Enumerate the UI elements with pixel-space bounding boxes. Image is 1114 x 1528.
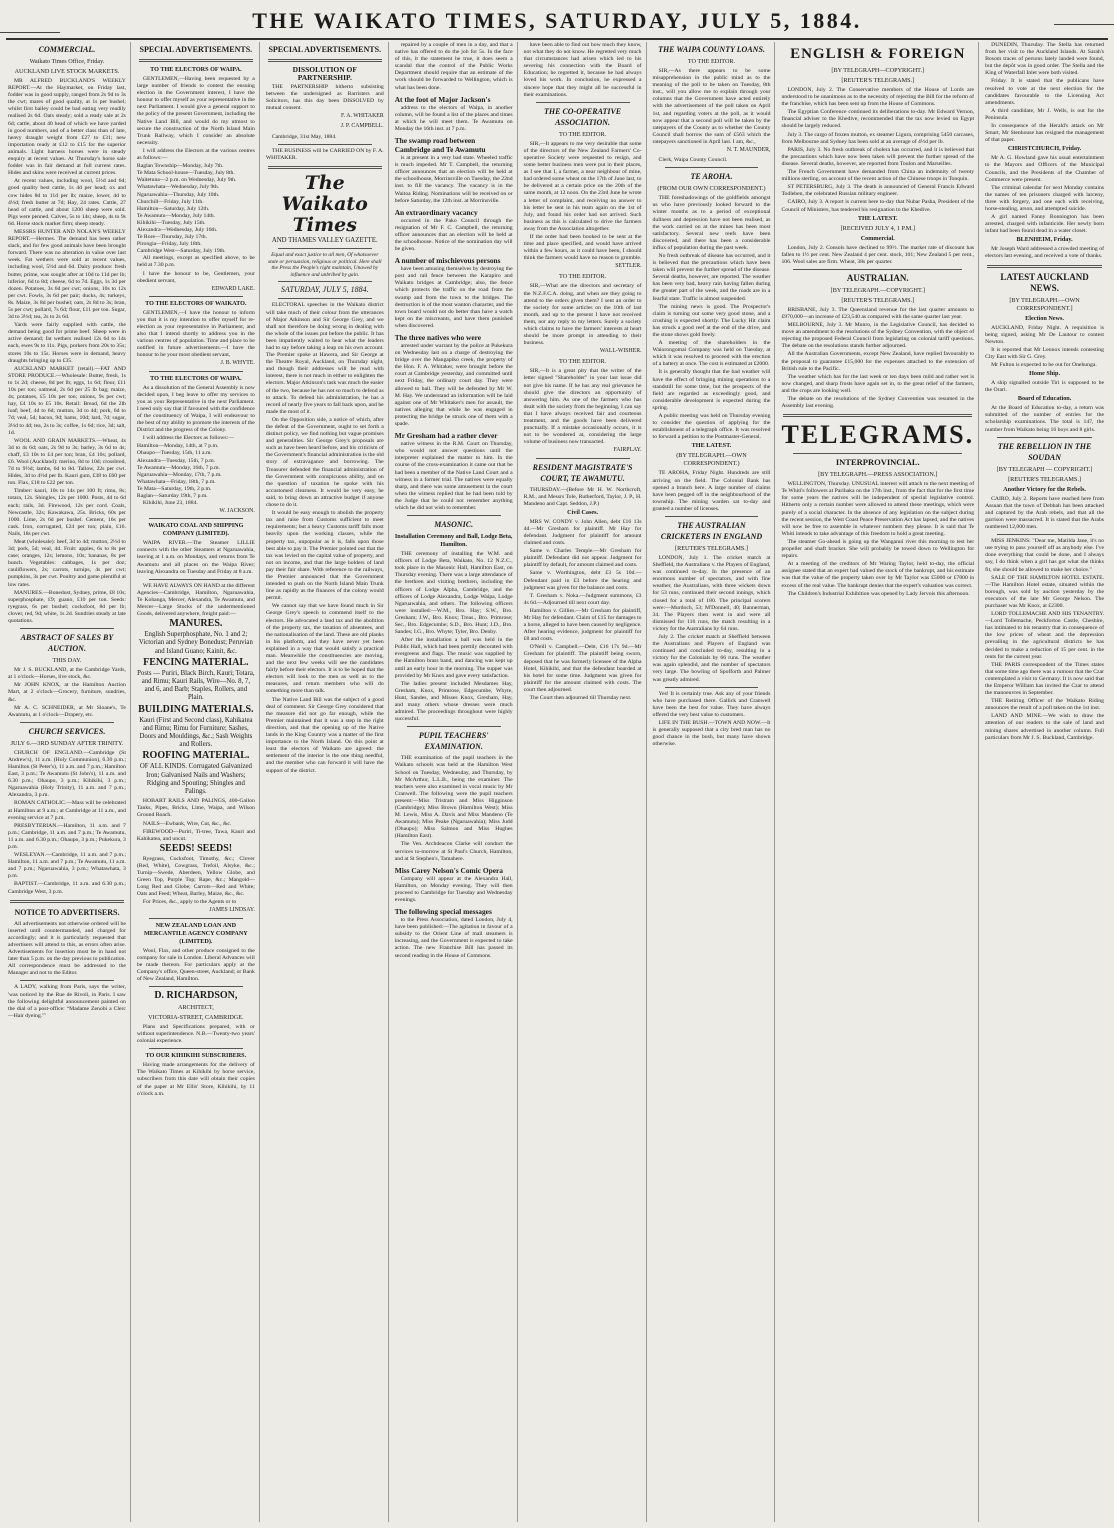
divider (793, 453, 962, 454)
church-para: WESLEYAN.—Cambridge, 11 a.m. and 7 p.m.; Hamilton, 11 a.m. and 7 p.m.; Te Awamutu, 11 a.m. and 7 p.m.; Ngaruawahia, 3 p.m.; Whatawhata, 3 p.m. (8, 852, 126, 880)
soudan-heading: THE REBELLION IN THE SOUDAN (997, 441, 1092, 462)
meeting-list-item: Alexandra—Tuesday, 15th, 7 p.m. (136, 457, 216, 464)
ad-para: Plans and Specifications prepared, with or without superintendence. N.B.—Twenty-two years' colonial experience. (136, 1024, 255, 1045)
notice-para: A LADY, walking from Paris, says the writer, 'was noticed by the Rue de Rivoli, in Paris. I saw the following delightful announcement painted on the dial of a post-office: “Madame Zenobi a Clerc—Hair dyeing.”' (8, 984, 126, 1019)
ad-para: Having made arrangements for the delivery of The Waikato Times at Kihikihi by horse service, subscribers from this date will obtain their copies of the paper at Mr Ellis' Store, Kihikihi, by 11 o'clock a.m. (136, 1062, 255, 1097)
telegraph-line: [REUTER'S TELEGRAMS.] (1008, 475, 1081, 483)
letter-salutation: TO THE EDITOR. (687, 58, 736, 65)
news-para: In consequence of the Herald's attack on Mr Smart, Mr Stenhouse has resigned the management of that paper. (985, 123, 1104, 144)
news-para: LORD TOLLEMACHE AND HIS TENANTRY.—Lord Tollemache, Peckforton Castle, Cheshire, has intimated to his tenantry that in consequence of the low prices of wheat and the depression prevailing in the agricultural districts he has decided to make a reduction of 15 per cent. in the rents for the current year. (985, 611, 1104, 660)
telegraph-line: [BY TELEGRAPH — COPYRIGHT.] (996, 465, 1093, 473)
ad-signature: J. B. WHYTE. (220, 360, 255, 367)
ad-item: Posts — Puriri, Black Birch, Kauri; Totara, and Rimu; Kauri Rails, Wire—No. 8, 7, and 6, and Barb; Staples, Rollers, and Plain. (137, 669, 255, 702)
ad-signature: JAMES LINDSAY. (209, 907, 255, 914)
divider (665, 167, 759, 168)
news-para: July 2. The cricket match at Sheffield between the Australians and Players of England was continued and concluded to-day, resulting in a victory for the Colonials by 66 runs. The weather was again splendid, and the number of spectators very large. The bowling of Spofforth and Palmer was greatly admired. (652, 634, 771, 683)
masthead-right-rule (1054, 24, 1114, 25)
ad-para: THE BUSINESS will be CARRIED ON by F. A. WHITAKER. (265, 147, 384, 161)
paper-motto: Equal and exact justice to all men, Of whatsoever state or persuasion, religious or political. Here shall the Press the People's right maintain, Unawed by influence and unbribed by gain. (267, 252, 382, 278)
architect-title: ARCHITECT, (177, 1004, 214, 1012)
news-para: London, July 2. Consols have declined to 99½. The market rate of discount has fallen to 1½ per cent. New Zealand 4 per cent. stock, 101; New Zealand 5 per cent., 106. Wool sales are firm. Wheat, 38s per quarter. (781, 244, 975, 265)
ad-para: I will address the Electors as follows:— (142, 435, 234, 442)
divider (149, 579, 243, 580)
divider (997, 534, 1092, 535)
news-para: THE foreshadowings of the goldfields amongst us who have previously looked forward to the winter months as to a period of exceptional dullness and depression have not been realised, as the work carried on at the mines has been most satisfactory. Several new reefs have been discovered, and there has been a considerable influx of population during the past week. (652, 195, 771, 251)
ad-title: WAIKATO COAL AND SHIPPING COMPANY (LIMITED). (148, 522, 244, 538)
news-para: All the Australian Governments, except New Zealand, have replied favourably to the proposal to guarantee £15,000 for the expenses attached to the extension of British rule to the Pacific. (781, 351, 975, 372)
sales-item: Mr JOHN KNOX, at the Hamilton Auction Mart, at 2 o'clock—Grocery, furniture, sundries, &c. (8, 682, 126, 703)
news-para: LAND AND MINE.—We wish to draw the attention of our readers to the sale of land and mining shares advertised in another column. Full particulars from Mr J. S. Buckland, Cambridge. (985, 713, 1104, 741)
cricketers-heading: THE AUSTRALIAN CRICKETERS IN ENGLAND (660, 520, 763, 541)
news-para: LONDON, July 2. The Conservative members of the House of Lords are understood to be unanimous as to the necessity of rejecting the Bill for the reform of the franchise, which has been sent up from the House of Commons. (781, 87, 975, 108)
divider (665, 516, 759, 517)
latest-heading: THE LATEST. (691, 442, 732, 450)
meeting-list-item: Te Rore—Thursday, July 17th. (136, 234, 208, 241)
meeting-list-item: Whatawhata—Friday, 18th, 7 p.m. (136, 478, 216, 485)
meeting-list-item: Kihikihi—Tuesday, July 15th. (136, 219, 206, 226)
masonic-para: After the installation a ball was held in the Public Hall, which had been prettily decorated with evergreens and flags. The music was supplied by the Hamilton brass band, and dancing was kept up until an early hour in the morning. The supper was provided by Mr Knox and gave every satisfaction. (394, 637, 513, 679)
news-para: to the Press Association, dated London, July 4, have been published:—The agitation in favour of a subsidy to the Orient Line of mail steamers is increasing, and the Government is expected to take action. The new Franchise Bill has passed its second reading in the House of Commons. (394, 917, 513, 959)
ad-title: NEW ZEALAND LOAN AND MERCANTILE AGENCY COMPANY (LIMITED). (143, 921, 248, 945)
news-para: A girl named Fanny Bonnington has been arrested, charged with infanticide. Her newly born infant had been found dead in a water closet. (985, 214, 1104, 235)
court-para: Same v. Charles Temple.—Mr Gresham for plaintiff. Defendant did not appear. Judgment for plaintiff by default, for amount claimed and costs. (523, 548, 642, 569)
news-para: The weather which has for the last week or ten days been mild and rather wet is now changed, and sharp frosts have again set in, to the great relief of the farmers, and the crops are looking well. (781, 373, 975, 394)
ad-subheading: MANURES. (169, 618, 223, 630)
court-para: Hamilton v. Gillies.—Mr Gresham for plaintiff, Mr Hay for defendant. Claim of £15 for damages to a horse, alleged to have been caused by negligence. After hearing evidence, judgment for plaintiff for £8 and costs. (523, 607, 642, 643)
divider (149, 296, 243, 297)
column-2 (135, 42, 260, 1522)
ad-para: GENTLEMEN,—Having been requested by a large number of friends to contest the ensuing election in the Government interest, I have the honour to offer myself as your representative in the next Parliament. I would give a general support to the policy of the present Government, including the Native Land Bill, and would do my utmost to secure the construction of the North Island Main Trunk Railway, which I consider an absolute necessity. (136, 76, 255, 146)
letter-para: SIR,—As there appears to be some misapprehension in the public mind as to the meaning of the poll to be taken on Tuesday, 8th inst., will you allow me to explain through your columns that the Government have acted entirely with the advertisement of the poll taken on April 1st, and regarding voters at the poll, as it would now appear that a second poll will be taken by the ratepayers of the County as to whether the County Council shall borrow the sum of £563 which the ratepayers sanctioned in April last. I am, &c., (652, 68, 771, 145)
news-para: THE Retiring Officer of the Waikato Riding announces the result of a poll taken on the 1st inst. (985, 698, 1104, 712)
meeting-list-item: Ohaupo—Tuesday, 15th, 11 a.m. (136, 450, 212, 457)
latest-heading: THE LATEST. (857, 214, 898, 222)
editorial-para: ELECTORAL speeches in the Waikato district will take much of their colour from the utterances of Major Atkinson and Sir George Grey, and we shall not therefore be doing wrong in dealing with the whole of the issues put before the public. It has been impatiently waited to hear what the leaders had to say before taking a leap on his own account. The Premier spoke at Hawera, and Sir George at the Theatre Royal, Auckland, on Thursday night, and though their addresses will be read with interest, there is not much in either to enlighten the electors. Major Atkinson's task was much the easier of the two, because he has not so much to defend as to attack. To defend his administration, he has a record of nearly five years to fall back upon, and he made the most of it. (265, 302, 384, 415)
news-para: It is generally thought that the bad weather will have the effect of bringing mining operations to a standstill for some time, but the prospects of the field are regarded as exceedingly good, and considerable development is expected during the spring. (652, 369, 771, 411)
news-para: address to the electors of Waipa, in another column, will be found a list of the places and times at which he will meet them. Te Awamutu on Monday the 16th inst. at 7 p.m. (394, 104, 513, 132)
meeting-list-item: Ngaruawahia—Monday, 17th, 7 p.m. (136, 471, 222, 478)
column-3 (264, 42, 389, 1522)
coop-heading: THE CO-OPERATIVE ASSOCIATION. (544, 106, 622, 127)
news-para: It is reported that Mr Lennox intends contesting City East with Sir G. Grey. (985, 346, 1104, 360)
divider (149, 1048, 243, 1049)
ad-subheading: ROOFING MATERIAL. (142, 750, 250, 762)
news-para: MISS JENKINS: "Dear me, Matilda Jane, it's no use trying to pass yourself off as anybody else. I've done everything that could be done, and I always say, I do think when a girl has got what she thinks fit, she should be allowed to make her choice." (985, 538, 1104, 573)
english-foreign-heading: ENGLISH & FOREIGN (790, 46, 966, 62)
latest-auckland-heading: LATEST AUCKLAND NEWS. (1000, 271, 1089, 293)
commercial-para: MANURES.—Bonedust, Sydney, prime, £8 10s; superphosphate, £9; guano, £10 per ton. Seeds: ryegrass, 6s per bushel; cocksfoot, 8d per lb; clover, red, 9d; white, 1s 2d. Sundries steady at late quotations. (8, 589, 126, 625)
ad-para: As a dissolution of the General Assembly is now decided upon, I beg leave to offer my services to you as your Representative in the next Parliament. I need only say that if favoured with the confidence of the constituency of Waipa, I will endeavour to the best of my ability to promote the interests of the District and the progress of the Colony. (136, 384, 255, 434)
commercial-para: MR ALFRED BUCKLAND'S WEEKLY REPORT.—At the Haymarket, on Friday last, fodder was in good supply, ranged from 2s 9d to 3s the cwt; mares of good quality, at 1s per bushel; whilst first bailey could be bad eating very readily realised 2s 6d. Oats steady; sold a ready sale at 2s 6d; cattle, about 40 head of which we have yarded in good numbers, and of a better class than of late, heavy draught weight from £27 to £31; new importation ready at £12 to £15 for the superior animals. Light harness horses were in steady enquiry at recent values. At Thursday's horse sale fodder was in fair demand at full current rates. Hides and skins were received at current prices. (8, 78, 126, 177)
news-lead: Miss Carey Nelson's Comic Opera (394, 865, 503, 875)
divider (536, 102, 630, 103)
meeting-list-item: Alexandra—Wednesday, July 16th. (136, 226, 218, 233)
court-para: Same v. Worthington, debt £3 5s 10d.—Defendant paid in £3 before the hearing and judgment was given for the balance and costs. (523, 570, 642, 591)
ad-item: Ryegrass, Cocksfoot, Timothy, &c.; Clover (Red, White), Cowgrass, Trefoil, Alsyke, &c.; Turnip—Swede, Aberdeen, Yellow Globe, and Green Top, Purple Top; Rape, &c.; Mangold—Long Red and Globe; Carrots—Red and White; Oats and Feed; Wheat, Barley, Maize, &c., &c. (136, 855, 255, 898)
news-para: LIFE IN THE BUSH.—TOWN AND NOW.—It is generally supposed that a city bred man has no good chance in the bush, but many have shown otherwise. (652, 720, 771, 748)
divider (278, 298, 372, 299)
columns (6, 42, 1108, 1522)
news-para: DUNEDIN, Thursday. The Stella has returned from her visit to the Auckland Islands. At Sarah's Bosom traces of persons lately landed were found, but the depôt was in good order. The Stella and the King of Waterfall Inlet were both visited. (985, 42, 1104, 77)
meeting-list-item: Waitetuna—2 p.m. on Wednesday, July 9th. (136, 177, 237, 184)
meeting-list-item: Hamilton—Saturday, July 12th. (136, 205, 210, 212)
news-para: The mining news is good. The Prospector's claim is turning out some very good stone, and a crushing is expected shortly. The Lucky Hit claim has struck a good reef at the end of the drive, and the stone shows gold freely. (652, 303, 771, 338)
commercial-para: At recent values, including wool, 5½d and 6d; good quality best cattle, 1s 4d per head; ox and cow hides 8d to 11d per lb; maize, lower, 4d to 4½d; fresh butter at 7d; Hay, 24 rates. Cattle, 27 head of cattle, and about 1200 sheep were sold. Pigs were penned. Calves, 5s to 14s; sheep, 4s to 9s 6d. Horse stock market firm; sheep steady. (8, 178, 126, 227)
letter-signature: SETTLER. (615, 263, 642, 270)
meeting-list-item: Te Awamutu—Monday, 16th, 7 p.m. (136, 464, 220, 471)
subheading: Home Ship. (1029, 370, 1061, 378)
divider (20, 980, 114, 981)
divider (278, 281, 372, 282)
news-para: WELLINGTON, Thursday. UNUSUAL interest will attach to the next meeting of Te Whiti's followers at Parihaka on the 17th inst., from the fact that for the first time for some years the natives will be independent of special legislative control. Hitherto only a certain number were allowed to attend these meetings, which were purely of a social character. In the absence of any legislation on the subject during the recent session, the West Coast Peace Preservation Act has lapsed, and the natives will now be free to assemble in whatever numbers they please. It is said that Te Whiti intends to take advantage of this freedom to hold a great meeting. (781, 481, 975, 537)
news-para: A public meeting was held on Thursday evening to consider the question of applying for the establishment of a telegraph office. It was resolved to forward a petition to the Postmaster-General. (652, 413, 771, 441)
letter-signature: FAIRPLAY. (613, 447, 642, 454)
sales-item: Mr A. C. SCHNEIDER, at Mr Sloane's, Te Awamutu, at 1 o'clock—Drapery, etc. (8, 704, 126, 718)
divider (407, 726, 501, 727)
ad-para: Wool, Flax, and other produce consigned to the company for sale in London. Liberal Advances will be made thereon. For particulars apply at the Company's office, Queen-street, Auckland; or Bank of New Zealand, Hamilton. (136, 947, 255, 982)
meeting-list-item: Cambridge West—Saturday, July 19th. (136, 248, 226, 255)
news-para: July 3. The cargo of frozen mutton, ex steamer Ligura, comprising 5450 carcases, from Melbourne and Sydney has been sold at an average of 4½d per lb. (781, 131, 975, 145)
ad-item: OF ALL KINDS. Corrugated Galvanized Iron; Galvanised Nails and Washers; Ridging and Spouting; Shingles and Palings. (139, 763, 252, 796)
commercial-heading: COMMERCIAL. (38, 45, 96, 54)
meeting-list-item: Hamilton—Monday, 14th, at 7 p.m. (136, 443, 219, 450)
court-para: MRS W. CONDY v. John Allen, debt £16 13s 4d.—Mr Gresham for plaintiff. Mr Hay for defendant. Judgment for plaintiff for amount claimed and costs. (523, 518, 642, 547)
news-para: Company will appear at the Alexandra Hall, Hamilton, on Monday evening. They will then proceed to Cambridge for Tuesday and Wednesday evenings. (394, 875, 513, 903)
ad-title: TO THE ELECTORS OF WAIPA. (150, 374, 242, 382)
masonic-heading: MASONIC. (434, 520, 474, 530)
ad-signature: W. JACKSON. (219, 508, 255, 515)
dateline: CHRISTCHURCH, Friday. (1007, 145, 1082, 153)
pupil-para: THE examination of the pupil teachers in the Waikato schools was held at the Hamilton West School on Tuesday, Wednesday, and Thursday, by Mr McArthur, L.L.B., being the examiner. The teachers were also examined in vocal music by Mr Cranwell. The following were the pupil teachers present:—Miss Tristram and Miss Higginson (Cambridge); Miss Brown (Hamilton West); Miss M. Lewis, Miss A. Davis and Miss Mandeno (Te Awamutu); Miss Peake (Ngaruawahia); Miss Judd (Ohaupo); Miss Salmon and Miss Hughes (Hamilton East). (394, 755, 513, 840)
news-para: Mr A. G. Howland gave his usual entertainment to the Mayors and Officers of the Municipal Councils, and the Presidents of the Chamber of Commerce were present. (985, 155, 1104, 183)
telegraph-line: [BY TELEGRAPH—COPYRIGHT.] (831, 67, 925, 74)
news-para: Mr Joseph Ward addressed a crowded meeting of electors last evening, and received a vote of thanks. (985, 246, 1104, 260)
te-aroha-heading: TE AROHA. (690, 172, 733, 182)
ad-signature: J. P. CAMPBELL. (340, 123, 384, 130)
editorial-date: SATURDAY, JULY 5, 1884. (280, 285, 369, 295)
ad-signature: EDWARD LAKE. (211, 285, 255, 292)
meeting-list-item: Te Mata School-house—Tuesday, July 8th. (136, 170, 235, 177)
news-para: A meeting of the shareholders in the Waiorongomai Company was held on Tuesday, at which it was resolved to proceed with the erection of a battery at once. The cost is estimated at £2000. (652, 340, 771, 368)
news-para: The Egyptian Conference continued its deliberations to-day. Mr Edward Vernon, financial adviser to the Khedive, recommended that the tax now levied on Egypt should be largely reduced. (781, 109, 975, 130)
news-para: The debate on the resolutions of the Sydney Convention was resumed in the Assembly last evening. (781, 396, 975, 410)
news-lead: A number of mischievous persons (394, 256, 501, 266)
news-lead: An extraordinary vacancy (394, 207, 478, 217)
commercial-para: WOOL AND GRAIN MARKETS.—Wheat, 4s 3d to 4s 6d; oats, 2s 9d to 3s; barley, 3s 6d to 4s; chaff, £3 10s to £4 per ton; bran, £4 10s; pollard, £6. Wool (Auckland): merino, 8d to 10d; crossbred, 7d to 9½d; lambs, 6d to 8d. Tallow, 22s per cwt. Hides, 3d to 4½d per lb. Kauri gum, £38 to £60 per ton. Flax, £18 to £22 per ton. (8, 437, 126, 487)
news-para: Friday. It is stated that the publicans have resolved to vote at the next election for the candidates favourable to the Licensing Act amendments. (985, 78, 1104, 106)
church-para: ROMAN CATHOLIC.—Mass will be celebrated at Hamilton at 9 a.m.; at Cambridge at 11 a.m., and evening service at 7 p.m. (8, 800, 126, 821)
meeting-list (137, 163, 255, 255)
ad-date: Cambridge, 31st May, 1884. (271, 133, 337, 140)
news-para: have been amusing themselves by destroying the post and rail fence between the Karapiro and Waikato bridges at Cambridge; also, the fence which protects the traffic on the road from the swamp and from the town to the bridges. The destruction is of the most wanton character, and the town board would not do better than have a watch kept on the miscreants, and have them punished when discovered. (394, 266, 513, 329)
editorial-para: It would be easy enough to abolish the property tax and raise from Customs sufficient to meet requirements; but a heavy Customs tariff falls most heavily upon the working classes, while the property tax, unpopular as it is, falls upon those best able to pay it. The Premier pointed out that the tax was levied on the capital value of property, and not on income, and that the large holders of land pay their fair share. With reference to the railways, the Premier announced that the Government intended to push on the North Island Main Trunk line as rapidly as the finances of the colony would permit. (265, 510, 384, 602)
news-para: The Children's Industrial Exhibition was opened by Lady Jervois this afternoon. (787, 590, 970, 597)
church-para: PRESBYTERIAN.—Hamilton, 11 a.m. and 7 p.m.; Cambridge, 11 a.m. and 7 p.m.; Te Awamutu, 11 a.m. and 6.30 p.m.; Ohaupo, 3 p.m.; Pukekura, 3 p.m. (8, 822, 126, 850)
news-para: AUCKLAND, Friday Night. A requisition is being signed, asking Mr De Lautour to contest Newton. (985, 324, 1104, 345)
meeting-list-item: Pirongia—Friday, July 18th. (136, 241, 202, 248)
editorial-para: The Native Land Bill was the subject of a good deal of comment. Sir George Grey considered that the measure did not go far enough, while the Premier maintained that it was a step in the right direction, and that the opening up of the Native lands in the King Country was a matter of the first importance to the North Island. On this point at least the electors of Waikato are agreed: the settlement of the interior is the one thing needful, and the member who can forward it will have the support of the district. (265, 696, 384, 774)
ad-para: All meetings, except as specified above, to be held at 7.30 p.m. (136, 255, 255, 269)
telegraph-line: [BY TELEGRAPH.—PRESS ASSOCIATION.] (818, 471, 938, 479)
ad-title: TO THE ELECTORS OF WAIPA. (150, 66, 242, 73)
news-para: ST PETERSBURG, July 3. The death is announced of General Francis Edward Todleben, the celebrated Russian military engineer. (781, 184, 975, 198)
news-para: MELBOURNE, July 3. Mr Munro, in the Legislative Council, has decided to move an amendment to the resolutions of the Sydney Convention, with the object of rejecting the proposed Federal Council from legislating on colonial tariff questions. The debate on the resolutions stands further adjourned. (781, 322, 975, 350)
ad-subheading: SEEDS! SEEDS! (159, 842, 233, 854)
editorial-para: We cannot say that we have found much in Sir George Grey's speech to commend itself to the electors. He advocated a land tax and the abolition of the property tax, the taxation of absentees, and the nationalisation of the land. These are old planks in his platform, and they have never yet been explained in a way that would satisfy a practical man. Meanwhile the constituencies are moving, and the next few weeks will see the candidates fairly before their electors. It is to be hoped that the electors will look to the men as well as to the measures, and return members who will do something more than talk. (265, 603, 384, 695)
masthead (0, 0, 1114, 36)
masonic-para: THE ceremony of installing the W.M. and officers of Lodge Beta, Waikato, No. 12 N.Z.C., took place in the Masonic Hall, Hamilton East, on Thursday evening. There was a large attendance of the brethren and visiting brethren, including the officers of Lodge Alpha, Cambridge, and the officers of Lodge Alexandra, Lodge Waipa, Lodge Ngaruawahia, and others. The following officers were installed:—W.M., Bro. Hay; S.W., Bro. Gresham; J.W., Bro. Knox; Treas., Bro. Primrose; Sec., Bro. Edgecumbe; S.D., Bro. Hunt; J.D., Bro. Sandes; I.G., Bro. Whyte; Tyler, Bro. Denby. (394, 551, 513, 636)
divider (149, 371, 243, 372)
meeting-list (137, 443, 255, 500)
news-para: CAIRO, July 2. Reports have reached here from Assuan that the town of Debbah has been attacked and captured by the Arab rebels, and that all the garrison were massacred. It is stated that the Arabs numbered 12,000 men. (985, 495, 1104, 531)
news-para: Yes! It is certainly true. Ask any of your friends who have purchased there. Gallick and Cranwell have been the best for value. They have always offered the very best value to customers. (652, 690, 771, 718)
ad-title: TO OUR KIHIKIHI SUBSCRIBERS. (145, 1052, 247, 1060)
divider (149, 918, 243, 919)
court-subheading: Civil Cases. (567, 508, 599, 516)
commercial-para: MESSRS HUNTER AND NOLAN'S WEEKLY REPORT.—Hermes. The demand has been rather slack, and for few good animals have been brought forward. There was no alteration in value over last week. Fat wethers were sold at recent values, including wool, 5½d and 6d. Dairy produce: fresh butter, prime, was sought after at 10d to 11d per lb; inferior, 6d to 8d; cheese, 6d to 7d. Eggs, 1s 3d per dozen. Potatoes, 3s 6d per cwt; onions, 10s to 12s per cwt. Fowls, 3s 6d per pair; ducks, 4s; turkeys, 8s. Maize, 3s 8d per bushel; oats, 2s 8d to 3s; bran, 5s per cwt; pollard, 7s 6d; flour, £11 per ton. Sugar, 3d to 3½d; tea, 2s to 2s 6d. (8, 228, 126, 321)
ad-para: WE HAVE ALWAYS ON HAND at the different Agencies—Cambridge, Hamilton, Ngaruawahia, Te Kohanga, Mercer, Alexandra, Te Awamutu, and Mercer—Large Stocks of the undermentioned Goods, delivered anywhere, freight paid:— (136, 582, 255, 618)
news-para: SALE OF THE HAMILTON HOTEL ESTATE.—The Hamilton Hotel estate, situated within the borough, was sold by auction yesterday by the executors of the late Mr George Nelson. The purchaser was Mr Knox, at £2300. (985, 574, 1104, 609)
subheading: Another Victory for the Rebels. (1003, 485, 1086, 493)
news-para: PARIS, July 3. No fresh outbreak of cholera has occurred, and it is believed that the precautions which have now been taken will prevent the further spread of the disease. Several deaths, however, are reported from Toulon and Marseilles. (781, 146, 975, 167)
letter-para: SIR,—It is a great pity that the writer of the letter signed "Shareholder" in your last issue did not give his name. If he has any real grievance he should give the directors an opportunity of answering him. As one of the farmers who has dealt with the society from the beginning, I can say that I have always received fair and courteous treatment, and the goods have been delivered punctually. If a mistake occasionally occurs, it is not to be wondered at, considering the large volume of business now transacted. (523, 368, 642, 446)
letter-para: SIR,—It appears to me very desirable that some of the directors of the New Zealand Farmers' Co-operative Society were requested to resign, and some better business men were put in their places, as I see that I, a farmer, a near neighbour of mine, had ordered some wheat on the 17th of June last, to be delivered at a certain price on the 20th of the same month, at 12 noon. On the 23rd June he wrote a letter of complaint, and receiving no answer to his letter he sent in his team again on the 1st of July, and found his order had not arrived. Such business as this is calculated to drive the farmers away from the Association altogether. (523, 140, 642, 232)
news-para: native witness in the R.M. Court on Thursday, who would not answer questions until the interpreter explained the matter to him. In the course of the cross-examination it came out that he had been a member of the Native Land Court and a witness in a former trial. The natives were equally sharp, and there was some amusement in the court when the witness replied that he had been told by the Judge that he could not remember anything which he did not wish to remember. (394, 441, 513, 511)
letter-para: SIR,—What are the directors and secretary of the N.Z.F.C.A. doing, and when are they going to attend to the orders given them? I sent an order to the society for some articles on the 10th of last month, and up to the present I have not received them, nor any reply to my letters. Surely a society which claims to have the farmers' interests at heart should be more prompt in attending to their business. (523, 283, 642, 347)
ad-para: THE PARTNERSHIP hitherto subsisting between the undersigned as Barristers and Solicitors, has this day been DISSOLVED by mutual consent. (265, 84, 384, 112)
divider (20, 628, 114, 629)
ad-item: HOBART RAILS AND PALINGS, 400-Gallon Tanks, Pipes, Bricks, Lime, Waipa, and Wilson Ground Roach. (136, 798, 255, 819)
news-para: A third candidate, Mr J. Wells, is out for the Peninsula. (985, 107, 1104, 121)
divider (793, 269, 962, 270)
telegraph-line: [BY TELEGRAPH.—OWN CORRESPONDENT.] (1009, 296, 1080, 312)
news-para: The criminal calendar for next Monday contains the names of ten prisoners charged with larceny, three with forgery, and one each with receiving, horse-stealing, arson, and attempted suicide. (985, 184, 1104, 212)
court-para: THURSDAY.—(Before Mr H. W. Northcroft, R.M., and Messrs Tole, Rutherford, Taylor, J. P., H. Mandeno and Capt. Seddon, J.P.) (523, 486, 642, 507)
architect-address: VICTORIA-STREET, CAMBRIDGE. (148, 1014, 244, 1022)
ad-para: For Prices, &c., apply to the Agents or to (142, 899, 237, 906)
subheading: Election News. (1025, 314, 1064, 322)
ad-signature: F. A. WHITAKER (340, 113, 384, 120)
commercial-auckland-heading: AUCKLAND LIVE STOCK MARKETS. (14, 68, 120, 75)
commercial-para: Yards were fairly supplied with cattle, the demand being good for prime beef. Sheep were in active demand; fat wethers realised 12s 6d to 14s each, ewes 9s to 11s. Pigs, porkers from 20s to 35s; stores 10s to 15s. Horses were in demand, heavy draughts bringing up to £35. (8, 322, 126, 364)
commercial-subheading: Commercial. (860, 234, 895, 242)
news-para: TE AROHA, Friday Night. Hundreds are still arriving on the field. The Colonial Bank has opened a branch here. A large number of claims have been pegged off in the neighbourhood of the township. The mining warden sat to-day and granted a number of licenses. (652, 470, 771, 512)
divider (10, 900, 124, 903)
masonic-subheading: Installation Ceremony and Ball, Lodge Beta, Hamilton. (394, 533, 513, 549)
notice-heading: NOTICE TO ADVERTISERS. (14, 907, 120, 917)
paper-subtitle: AND THAMES VALLEY GAZETTE. (271, 236, 378, 244)
meeting-list-item: Whatawhata—Wednesday, July 9th. (136, 184, 220, 191)
sales-item: Mr J. S. BUCKLAND, at the Cambridge Yards, at 1 o'clock—Horses, live stock, &c. (8, 667, 126, 681)
letter-signature: N. T. MAUNDER, (726, 147, 771, 154)
divider (278, 144, 372, 145)
news-para: The French Government have demanded from China an indemnity of twenty millions sterling, on account of the recent action of the Chinese troops in Tonquin. (781, 169, 975, 183)
divider (149, 986, 243, 987)
ad-title: TO THE ELECTORS OF WAIKATO. (145, 299, 247, 307)
news-para: repaired by a couple of men in a day, and that a native has offered to do the job for 5s. In the face of this, it the statement be true, it does seem a scandal that the control of the Public Works Department should require that an estimate of the work should be forwarded to Wellington, which is what has been done. (394, 42, 513, 91)
church-para: CHURCH OF ENGLAND.—Cambridge (St Andrew's), 11 a.m. (Holy Communion), 6.30 p.m.; Hamilton (St Peter's), 11 a.m. and 7 p.m.; Hamilton East, 3 p.m.; Te Awamutu (St John's), 11 a.m. and 6.30 p.m.; Ohaupo, 3 p.m.; Kihikihi, 3 p.m.; Ngaruawahia (Holy Trinity), 11 a.m. and 7 p.m.; Alexandra, 3 p.m. (8, 749, 126, 799)
letter-para: If the order had been booked to be sent at the time and place specified, and would have arrived within a few hours, as it could have been, I should think the farmers would have no reason to grumble. (523, 233, 642, 262)
news-para: is at present in a very bad state. Wheeled traffic is much impeded. Mr T. Campbell, the returning officer announces that an election will be held at the schoolhouse, Morrinsville on Tuesday, the 22nd inst. to fill the vacancy. The vacancy is in the Waitoa Riding. Nominations will be received on or before Saturday, the 12th inst. at Morrinsville. (394, 155, 513, 204)
divider (268, 59, 382, 62)
news-lead: The following special messages (394, 907, 492, 917)
news-para: A ship signalled outside Tiri is supposed to be the Orari. (985, 380, 1104, 394)
news-lead: At the foot of Major Jackson's (394, 94, 491, 104)
telegrams-heading: TELEGRAMS. (781, 420, 975, 450)
ad-para: GENTLEMEN,—I have the honour to inform you that it is my intention to offer myself for re-election as your representative in Parliament, and also that I intend shortly to address you in the various centres of population. Time and place to be notified in future advertisements.—I have the honour to be your most obedient servant, (136, 309, 255, 359)
interprovincial-heading: INTERPROVINCIAL. (835, 457, 920, 468)
subheading: Board of Education. (1017, 395, 1072, 403)
meeting-list-item: Te Awamutu—Monday, July 14th. (136, 212, 216, 219)
divider (20, 722, 114, 723)
news-para: No fresh outbreak of disease has occurred, and it is believed that the precautions which have been taken will prevent the further spread of the disease. Several deaths, however, are reported. The weather has been very bad, heavy rain having fallen during the greater part of the week, and the roads are in a fearful state. Traffic is almost suspended. (652, 252, 771, 302)
received-line: [RECEIVED JULY 4, 1 P.M.] (840, 224, 915, 232)
news-para: arrested under warrant by the police at Pukekura on Wednesday last on a charge of destroying the bridge over the Mangapiko creek, the property of the Hon. F. A. Whitaker, were brought before the court at Cambridge yesterday, and committed until next Friday, the ordinary court day. They were allowed to bail. They will be defended by Mr W. M. Hay. We understand an information will be laid against one of Mr Whitaker's men for assault, the natives alleging that while he was engaged in protecting the bridge he struck one of them with a spade. (394, 343, 513, 428)
divider (149, 518, 243, 519)
column-7 (779, 42, 979, 1522)
commercial-office: Waikato Times Office, Friday. (29, 58, 105, 65)
divider (536, 458, 630, 459)
commercial-para: AUCKLAND MARKET (retail).—FAT AND STORE PRODUCE.—Wholesale: Butter, fresh, 1s to 1s 2d; cheese, 8d per lb; eggs, 1s 6d; flour, £11 10s per ton; oatmeal, 2s 6d per 25 lb bag; maize, 4s; potatoes, £5 10s per ton; onions, 9s per cwt; hay, £4 10s to £5 10s. Retail: Bread, 6d the 2lb loaf; beef, 4d to 6d; mutton, 3d to 4d; pork, 6d to 7d; veal, 5d; bacon, 9d; hams, 10d; lard, 7d; sugar, 3½d to 4d; tea, 2s to 3s; coffee, 1s 6d; rice, 3d; salt, 1d. (8, 365, 126, 436)
news-para: occurred in the Pako Council through the resignation of Mr F. C. Campbell, the returning officer announces that an election will be held at the schoolhouse. Notice of the nomination day will be given. (394, 217, 513, 253)
sales-heading: ABSTRACT OF SALES BY AUCTION. (20, 633, 114, 654)
australian-heading: AUSTRALIAN. (846, 272, 909, 283)
news-lead: The swamp road between Cambridge and Te Awamutu (394, 136, 486, 155)
news-para: BRISBANE, July 3. The Queensland revenue for the last quarter amounts to £970,000—an increase of £23,540 as compared with the same quarter last year. (781, 306, 975, 320)
meeting-list-item: Raglan—Saturday 19th, 7 p.m. (136, 492, 208, 499)
court-para: T. Gresham v. Noka.—Judgment summons, £3 4s 6d.—Adjourned till next court day. (523, 592, 642, 606)
church-date: JULY 6.—3RD SUNDAY AFTER TRINITY. (10, 739, 124, 747)
news-lead: Mr Gresham had a rather clever (394, 431, 498, 441)
letter-signature: WALL-WISHER. (599, 348, 642, 355)
ad-item: English Superphosphate, No. 1 and 2; Victorian and Sydney Bonedust; Peruvian and Island Guano; Kainit, &c. (138, 631, 253, 655)
rm-court-heading: RESIDENT MAGISTRATE'S COURT, TE AWAMUTU. (532, 462, 633, 483)
telegraph-line: [REUTER'S TELEGRAMS.] (841, 296, 915, 304)
meeting-list-item: Churchill—Friday, July 11th. (136, 198, 204, 205)
column-5 (522, 42, 647, 1522)
commercial-para: Meat (wholesale): beef, 3d to 4d; mutton, 2½d to 3d; pork, 5d; veal, 4d. Fruit: apples, 6s to 8s per case; oranges, 12s; lemons, 10s; bananas, 8s per bunch. Vegetables: cabbages, 1s per doz; cauliflowers, 2s; carrots, turnips, 4s per cwt; pumpkins, 3s per cwt. Poultry and game plentiful at low rates. (8, 539, 126, 588)
news-para: LONDON, July 1. The cricket match at Sheffield, the Australians v. the Players of England, was continued to-day. In the presence of an enormous number of spectators, and with fine weather, the Australians, with three wickets down for 53 runs, continued their second innings, which closed for a total of 180. The principal scorers were:—Murdoch, 53; M'Donnell, 40; Bannerman, 34. The Players then went in and were all dismissed for 116 runs, the match resulting in a victory for the Australians by 64 runs. (652, 554, 771, 632)
ad-para: WAIPA RIVER.—The Steamer LILLIE connects with the other Steamers at Ngaruawahia, leaving at 1 a.m. on Mondays, and returns from Te Awamutu and all places on the Waipa River; leaving Alexandra on Tuesday and Friday at 8 a.m. (136, 540, 255, 575)
divider (783, 414, 972, 417)
news-para: At a meeting of the creditors of Mr Waring Taylor, held to-day, the official assignee stated that an expert had valued the stock of the bankrupt, and his estimate was that the value of the property taken over by Mr Taylor was £5000 or £7000 in excess of the real value. The bankrupt denies that the expert's valuation was correct. (781, 561, 975, 589)
paper-nameplate: The Waikato Times (281, 171, 368, 236)
court-para: The Court then adjourned till Thursday next. (529, 695, 632, 702)
masthead-rule (6, 38, 1108, 40)
ad-para: I have the honour to be, Gentlemen, your obedient servant, (136, 270, 255, 284)
ad-title: DISSOLUTION OF PARTNERSHIP. (292, 65, 357, 82)
divider (665, 687, 759, 688)
news-para: The Ven. Archdeacon Clarke will conduct the services to-morrow at St Paul's Church, Hamilton, and at St Stephen's, Tamahere. (394, 841, 513, 862)
divider (139, 59, 253, 62)
column-4 (393, 42, 518, 1522)
dateline: BLENHEIM, Friday. (1016, 236, 1073, 244)
masthead-title: THE WAIKATO TIMES, SATURDAY, JULY 5, 1884. (252, 8, 862, 33)
special-ads-heading: SPECIAL ADVERTISEMENTS. (268, 45, 382, 54)
letter-salutation: TO THE EDITOR. (558, 130, 607, 138)
ad-subheading: BUILDING MATERIALS. (138, 703, 254, 715)
meeting-list-item: Te Mata—Saturday, 19th, 2 p.m. (136, 485, 212, 492)
news-para: Mr Fulton is expected to be out for Onehunga. (991, 362, 1097, 368)
divider (268, 166, 382, 169)
masonic-para: The ladies present included Mesdames Hay, Gresham, Knox, Primrose, Edgecumbe, Whyte, Hunt, Sandes, and Misses Knox, Gresham, Hay, and many others whose dresses were much admired. The proceedings throughout were highly successful. (394, 680, 513, 723)
commercial-para: Timber: kauri, 10s to 14s per 100 ft; rimu, 8s; totara, 12s. Shingles, 12s per 1000. Posts, 4d to 6d each; rails, 3d. Firewood, 12s per cord. Coals, Newcastle, 32s; Kawakawa, 25s. Bricks, 60s per 1000. Lime, 2s 6d per bushel. Cement, 16s per cask. Iron, corrugated, £24 per ton; plain, £16. Nails, 18s per cwt. (8, 488, 126, 537)
church-para: BAPTIST.—Cambridge, 11 a.m. and 6.30 p.m.; Cambridge West, 3 p.m. (8, 881, 126, 895)
divider (407, 515, 501, 516)
waipa-loans-heading: THE WAIPA COUNTY LOANS. (658, 45, 765, 54)
telegraph-line: [REUTER'S TELEGRAMS.] (841, 77, 915, 84)
divider (278, 248, 372, 249)
ad-para: Kihikihi, June 23, 1884. (142, 500, 198, 507)
news-para: have been able to find out how much they know, not what they do not know. He regretted very much that circumstances had arisen which led to his severing his connection with the Board of Education; he regretted it, because he had always loved his work. In conclusion, he expressed a sincere hope that they might all be successful in their examinations. (523, 42, 642, 98)
correspondent-line: (BY TELEGRAPH.—OWN CORRESPONDENT.) (676, 452, 747, 468)
ad-item: Kauri (First and Second class), Kahikatea and Rimu; Rimu for Furniture; Sashes, Doors and Mouldings, &c.; Sash Weights and Rollers. (139, 716, 253, 749)
news-para: At the Board of Education to-day, a return was submitted of the number of entries for the scholarship examinations. The total is 147, the number from Waikato being 16 boys and 8 girls. (985, 405, 1104, 433)
church-heading: CHURCH SERVICES. (28, 726, 106, 736)
sales-date: THIS DAY. (52, 657, 82, 665)
architect-name: D. RICHARDSON, (154, 990, 238, 1002)
correspondent-line: (FROM OUR OWN CORRESPONDENT.) (657, 185, 766, 193)
ad-item: FIREWOOD—Puriri, Ti-tree, Tawa, Kauri and Kahikatea, and uncut. (136, 828, 255, 842)
meeting-list-item: Ngaruawahia—Thursday, July 10th. (136, 191, 220, 198)
column-6 (651, 42, 776, 1522)
letter-salutation: TO THE EDITOR. (558, 273, 607, 281)
news-para: The steamer Go-ahead is going up the Wanganui river this morning to test her propeller and shaft bracket. She will probably be towed down to Wellington for repairs. (781, 538, 975, 560)
telegraph-line: [BY TELEGRAPH.—COPYRIGHT.] (830, 286, 925, 294)
meeting-list-item: Raglan Township—Monday, July 7th. (136, 163, 224, 170)
divider (997, 437, 1092, 438)
special-ads-heading: SPECIAL ADVERTISEMENTS. (139, 45, 253, 54)
court-para: O'Neill v. Campbell.—Debt, £16 17s 9d.—Mr Gresham for plaintiff. The plaintiff being sworn, deposed that he was formerly licensee of the Alpha Hotel, Kihikihi, and that the defendant boarded at his hotel for some time. Judgment was given for plaintiff for the amount claimed with costs. The court then adjourned. (523, 644, 642, 693)
column-8 (983, 42, 1108, 1522)
ad-para: I will address the Electors at the various centres as follows:— (136, 147, 255, 162)
news-para: CAIRO, July 3. A report is current here to-day that Nubar Pasha, President of the Council of Ministers, has tendered his resignation to the Khedive. (781, 199, 975, 213)
ad-item: NAILS—Ewbank, Wire, Cut, &c., &c. (142, 820, 232, 827)
news-para: THE PARIS correspondent of the Times states that some time ago there was a rumour that the Czar contemplated a visit to Germany. It is now said that the Emperor William has invited the Czar to attend the manoeuvres in September. (985, 661, 1104, 697)
correspondent-line: [REUTER'S TELEGRAMS.] (675, 544, 748, 552)
letter-salutation: TO THE EDITOR. (558, 358, 607, 366)
letter-signature-title: Clerk, Waipa County Council. (658, 157, 728, 164)
notice-para: All advertisements not otherwise ordered will be inserted until countermanded, and charged for accordingly; and it is particularly requested that advertisers will attend to this, as errors often arise. Advertisements for insertion must be in hand not later than 5 p.m. on the day previous to publication. All correspondence must be addressed to the Manager and not to the Editor. (8, 920, 126, 977)
divider (987, 265, 1102, 268)
column-1 (6, 42, 131, 1522)
news-lead: The three natives who were (394, 333, 482, 342)
editorial-para: On the Opposition side, a notice of which, after the defeat of the Government, ought to set forth a distinct policy, we find nothing but vague promises and generalities. Sir George Grey's proposals are such as have been heard before, and his criticism of the Government's financial administration is the old story of extravagance and borrowing. The Treasurer defended the financial administration of the Government with conspicuous ability, and on the question of taxation he spoke with his accustomed clearness. It would be very easy, he said, to bring down an attractive budget if anyone chose to do it. (265, 416, 384, 509)
ad-subheading: FENCING MATERIAL. (143, 656, 249, 668)
pupil-heading: PUPIL TEACHERS' EXAMINATION. (418, 731, 489, 752)
